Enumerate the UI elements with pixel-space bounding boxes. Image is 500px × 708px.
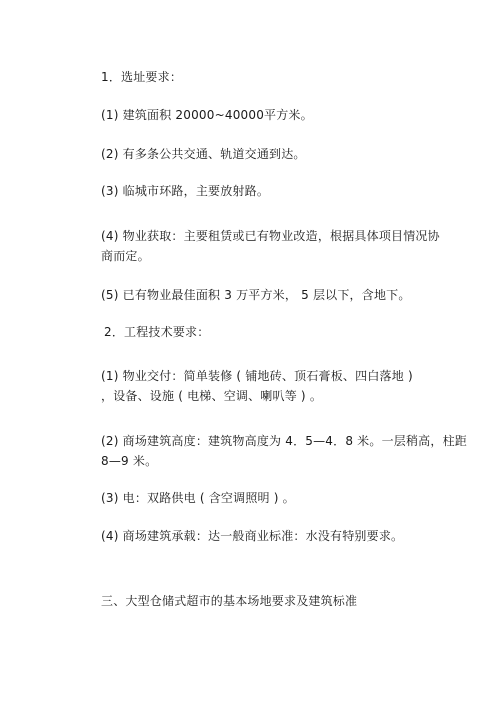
requirement-item-optimal-area: (5) 已有物业最佳面积 3 万平方米， 5 层以下，含地下。 bbox=[101, 288, 411, 302]
requirement-item-property-acquisition-cont: 商而定。 bbox=[101, 249, 150, 263]
requirement-item-property-delivery: (1) 物业交付：简单装修 ( 铺地砖、顶石膏板、四白落地 ) bbox=[101, 369, 413, 383]
section-heading-engineering-requirements: 2．工程技术要求： bbox=[104, 325, 210, 339]
section-heading-warehouse-supermarket: 三、大型仓储式超市的基本场地要求及建筑标准 bbox=[101, 594, 358, 608]
requirement-item-building-height: (2) 商场建筑高度：建筑物高度为 4．5—4．8 米。一层稍高，柱距 bbox=[101, 434, 467, 448]
requirement-item-load-bearing: (4) 商场建筑承载：达一般商业标准：水没有特别要求。 bbox=[101, 529, 404, 543]
requirement-item-property-delivery-cont: ，设备、设施 ( 电梯、空调、喇叭等 ) 。 bbox=[101, 389, 323, 403]
section-heading-site-requirements: 1．选址要求： bbox=[101, 70, 183, 84]
requirement-item-power-supply: (3) 电：双路供电 ( 含空调照明 ) 。 bbox=[101, 491, 295, 505]
requirement-item-transit: (2) 有多条公共交通、轨道交通到达。 bbox=[101, 147, 306, 161]
requirement-item-ring-road: (3) 临城市环路，主要放射路。 bbox=[101, 184, 270, 198]
requirement-item-building-height-cont: 8—9 米。 bbox=[101, 454, 158, 468]
requirement-item-property-acquisition: (4) 物业获取：主要租赁或已有物业改造，根据具体项目情况协 bbox=[101, 229, 440, 243]
requirement-item-building-area: (1) 建筑面积 20000~40000平方米。 bbox=[101, 108, 313, 122]
